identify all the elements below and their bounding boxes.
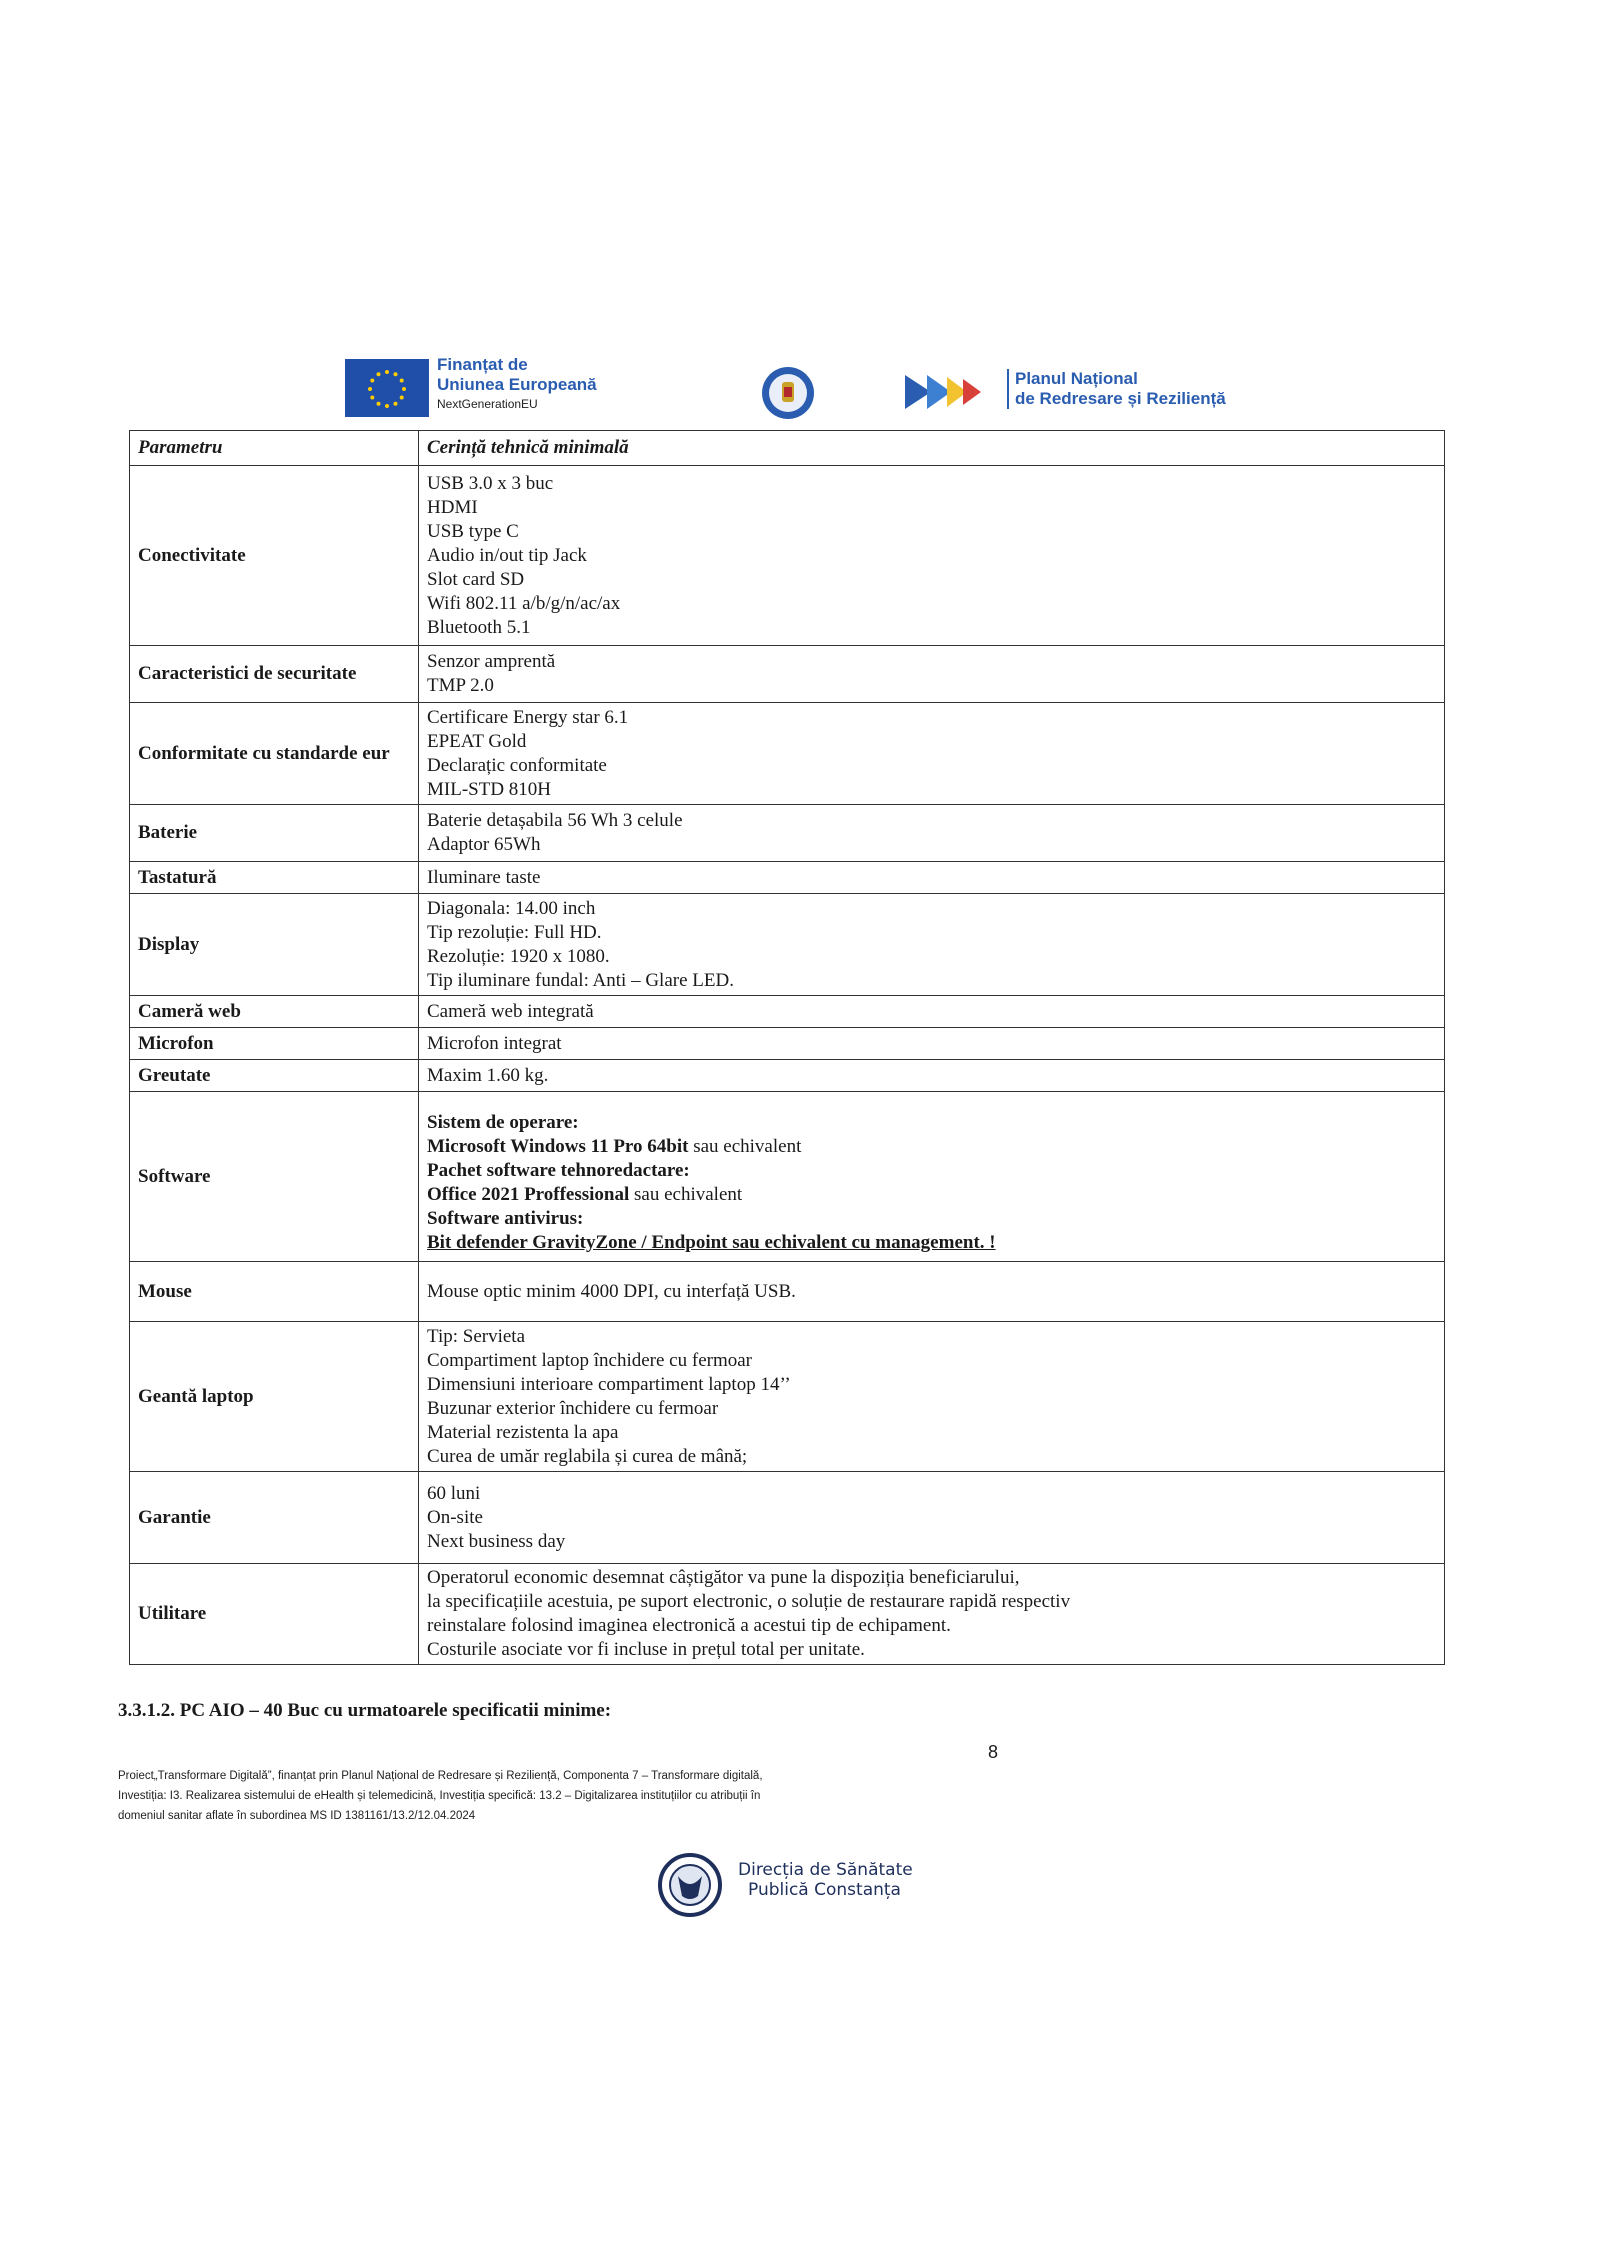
requirement-line: HDMI — [427, 496, 478, 518]
pnrr-text — [1007, 369, 1226, 409]
requirement-cell — [419, 1262, 1445, 1322]
dsp-seal-icon — [652, 1852, 728, 1918]
table-header-row — [130, 431, 1445, 466]
requirement-line: Certificare Energy star 6.1 — [427, 706, 629, 728]
requirement-line: reinstalare folosind imaginea electronică a acestui tip de echipament. — [427, 1615, 951, 1636]
table-row — [130, 1060, 1445, 1092]
param-cell: Display — [130, 894, 419, 996]
requirement-line: TMP 2.0 — [427, 675, 494, 696]
requirement-cell — [419, 703, 1445, 805]
requirement-line: Dimensiuni interioare compartiment laptop 14’’ — [427, 1373, 791, 1395]
dsp-line-1: Direcția de Sănătate — [738, 1860, 913, 1880]
requirement-line: Material rezistenta la apa — [427, 1421, 619, 1443]
funding-header — [345, 355, 1245, 425]
requirement-cell — [419, 1564, 1445, 1665]
table-row — [130, 1092, 1445, 1262]
param-cell: Geantă laptop — [130, 1322, 419, 1472]
requirement-cell — [419, 1028, 1445, 1060]
pnrr-line-2: de Redresare și Reziliență — [1015, 389, 1226, 408]
param-cell: Cameră web — [130, 996, 419, 1028]
eu-funding-text — [437, 355, 597, 413]
requirement-line: Rezoluție: 1920 x 1080. — [427, 945, 610, 967]
param-cell: Utilitare — [130, 1564, 419, 1665]
requirement-cell — [419, 1472, 1445, 1564]
requirement-line: Operatorul economic desemnat câștigător va pune la dispoziția beneficiarului, — [427, 1567, 1020, 1588]
requirement-line: la specificațiile acestuia, pe suport electronic, o soluție de restaurare rapidă respectiv — [427, 1591, 1071, 1612]
table-row — [130, 466, 1445, 646]
requirement-line: Bluetooth 5.1 — [427, 616, 531, 638]
romania-government-seal-icon — [760, 365, 816, 421]
param-cell: Tastatură — [130, 862, 419, 894]
column-header-requirement: Cerință tehnică minimală — [419, 431, 1445, 466]
requirement-line: Slot card SD — [427, 568, 525, 590]
eu-line-1: Finanțat de — [437, 355, 528, 374]
table-row — [130, 1564, 1445, 1665]
param-cell: Garantie — [130, 1472, 419, 1564]
requirement-line: MIL-STD 810H — [427, 778, 552, 800]
table-row — [130, 703, 1445, 805]
param-cell: Caracteristici de securitate — [130, 646, 419, 703]
footnote-line-2: Investiția: I3. Realizarea sistemului de eHealth și telemedicină, Investiția specifică: 13.2 – Digitalizarea instituțiilor cu atribuții în — [118, 1790, 761, 1802]
requirement-line: Microfon integrat — [427, 1032, 562, 1054]
requirement-line: USB 3.0 x 3 buc — [427, 472, 554, 494]
table-row — [130, 862, 1445, 894]
column-header-param: Parametru — [130, 431, 419, 466]
requirement-cell — [419, 805, 1445, 862]
os-line — [427, 1135, 1436, 1159]
requirement-line: USB type C — [427, 520, 519, 542]
office-line — [427, 1183, 1436, 1207]
os-equivalent: sau echivalent — [688, 1135, 802, 1157]
antivirus-label: Software antivirus: — [427, 1207, 584, 1229]
requirement-line: Tip rezoluție: Full HD. — [427, 921, 602, 943]
antivirus-name: Bit defender GravityZone / Endpoint sau echivalent cu management. ! — [427, 1231, 996, 1253]
requirement-cell — [419, 466, 1445, 646]
requirement-line: Diagonala: 14.00 inch — [427, 897, 596, 919]
param-cell: Baterie — [130, 805, 419, 862]
table-row — [130, 805, 1445, 862]
requirement-line: Cameră web integrată — [427, 1000, 594, 1022]
requirement-line: Wifi 802.11 a/b/g/n/ac/ax — [427, 592, 621, 614]
param-cell: Mouse — [130, 1262, 419, 1322]
table-row — [130, 996, 1445, 1028]
requirement-line: Mouse optic minim 4000 DPI, cu interfață USB. — [427, 1280, 796, 1302]
requirement-line: Declarațic conformitate — [427, 754, 607, 776]
param-cell: Conectivitate — [130, 466, 419, 646]
requirement-cell — [419, 1092, 1445, 1262]
requirement-line: Buzunar exterior închidere cu fermoar — [427, 1397, 719, 1419]
requirement-line: 60 luni — [427, 1482, 481, 1504]
footnote-line-1: Proiect„Transformare Digitală”, finanțat prin Planul Național de Redresare și Reziliență, Componenta 7 – Transformare digitală, — [118, 1770, 763, 1782]
eu-line-3: NextGenerationEU — [437, 397, 538, 411]
os-label: Sistem de operare: — [427, 1111, 579, 1133]
eu-line-2: Uniunea Europeană — [437, 375, 597, 394]
requirement-cell — [419, 1060, 1445, 1092]
section-title: 3.3.1.2. PC AIO – 40 Buc cu urmatoarele specificatii minime: — [118, 1700, 612, 1721]
table-row — [130, 646, 1445, 703]
pnrr-line-1: Planul Național — [1015, 369, 1138, 388]
requirement-line: Costurile asociate vor fi incluse in prețul total per unitate. — [427, 1639, 865, 1660]
os-name: Microsoft Windows 11 Pro 64bit — [427, 1135, 689, 1157]
office-equivalent: sau echivalent — [629, 1183, 743, 1205]
dsp-text — [738, 1860, 913, 1900]
requirement-cell — [419, 894, 1445, 996]
requirement-line: Compartiment laptop închidere cu fermoar — [427, 1349, 752, 1371]
table-row — [130, 1472, 1445, 1564]
requirement-cell — [419, 996, 1445, 1028]
office-name: Office 2021 Proffessional — [427, 1183, 630, 1205]
table-row — [130, 894, 1445, 996]
table-row — [130, 1028, 1445, 1060]
requirement-line: EPEAT Gold — [427, 730, 527, 752]
requirement-line: Next business day — [427, 1530, 566, 1552]
project-footnote — [118, 1766, 978, 1826]
param-cell: Conformitate cu standarde eur — [130, 703, 419, 805]
page-number: 8 — [988, 1742, 999, 1762]
requirement-line: Iluminare taste — [427, 866, 541, 888]
requirement-cell — [419, 1322, 1445, 1472]
table-row — [130, 1322, 1445, 1472]
requirement-line: Tip iluminare fundal: Anti – Glare LED. — [427, 969, 734, 991]
requirement-line: Adaptor 65Wh — [427, 834, 541, 855]
requirement-line: Maxim 1.60 kg. — [427, 1064, 549, 1086]
requirement-line: Senzor amprentă — [427, 651, 556, 672]
technical-spec-table — [129, 430, 1445, 1665]
pnrr-logo-icon — [905, 367, 997, 417]
footnote-line-3: domeniul sanitar aflate în subordinea MS ID 1381161/13.2/12.04.2024 — [118, 1810, 476, 1822]
office-label: Pachet software tehnoredactare: — [427, 1159, 690, 1181]
requirement-cell — [419, 862, 1445, 894]
requirement-line: On-site — [427, 1506, 483, 1528]
requirement-cell — [419, 646, 1445, 703]
eu-flag-icon — [345, 359, 429, 417]
requirement-line: Audio in/out tip Jack — [427, 544, 587, 566]
dsp-line-2: Publică Constanța — [748, 1880, 901, 1900]
requirement-line: Curea de umăr reglabila și curea de mână; — [427, 1445, 748, 1467]
table-row — [130, 1262, 1445, 1322]
param-cell: Greutate — [130, 1060, 419, 1092]
dsp-constanta-logo — [652, 1852, 952, 1918]
requirement-line: Baterie detașabila 56 Wh 3 celule — [427, 810, 683, 831]
requirement-line: Tip: Servieta — [427, 1325, 525, 1347]
param-cell: Microfon — [130, 1028, 419, 1060]
param-cell: Software — [130, 1092, 419, 1262]
